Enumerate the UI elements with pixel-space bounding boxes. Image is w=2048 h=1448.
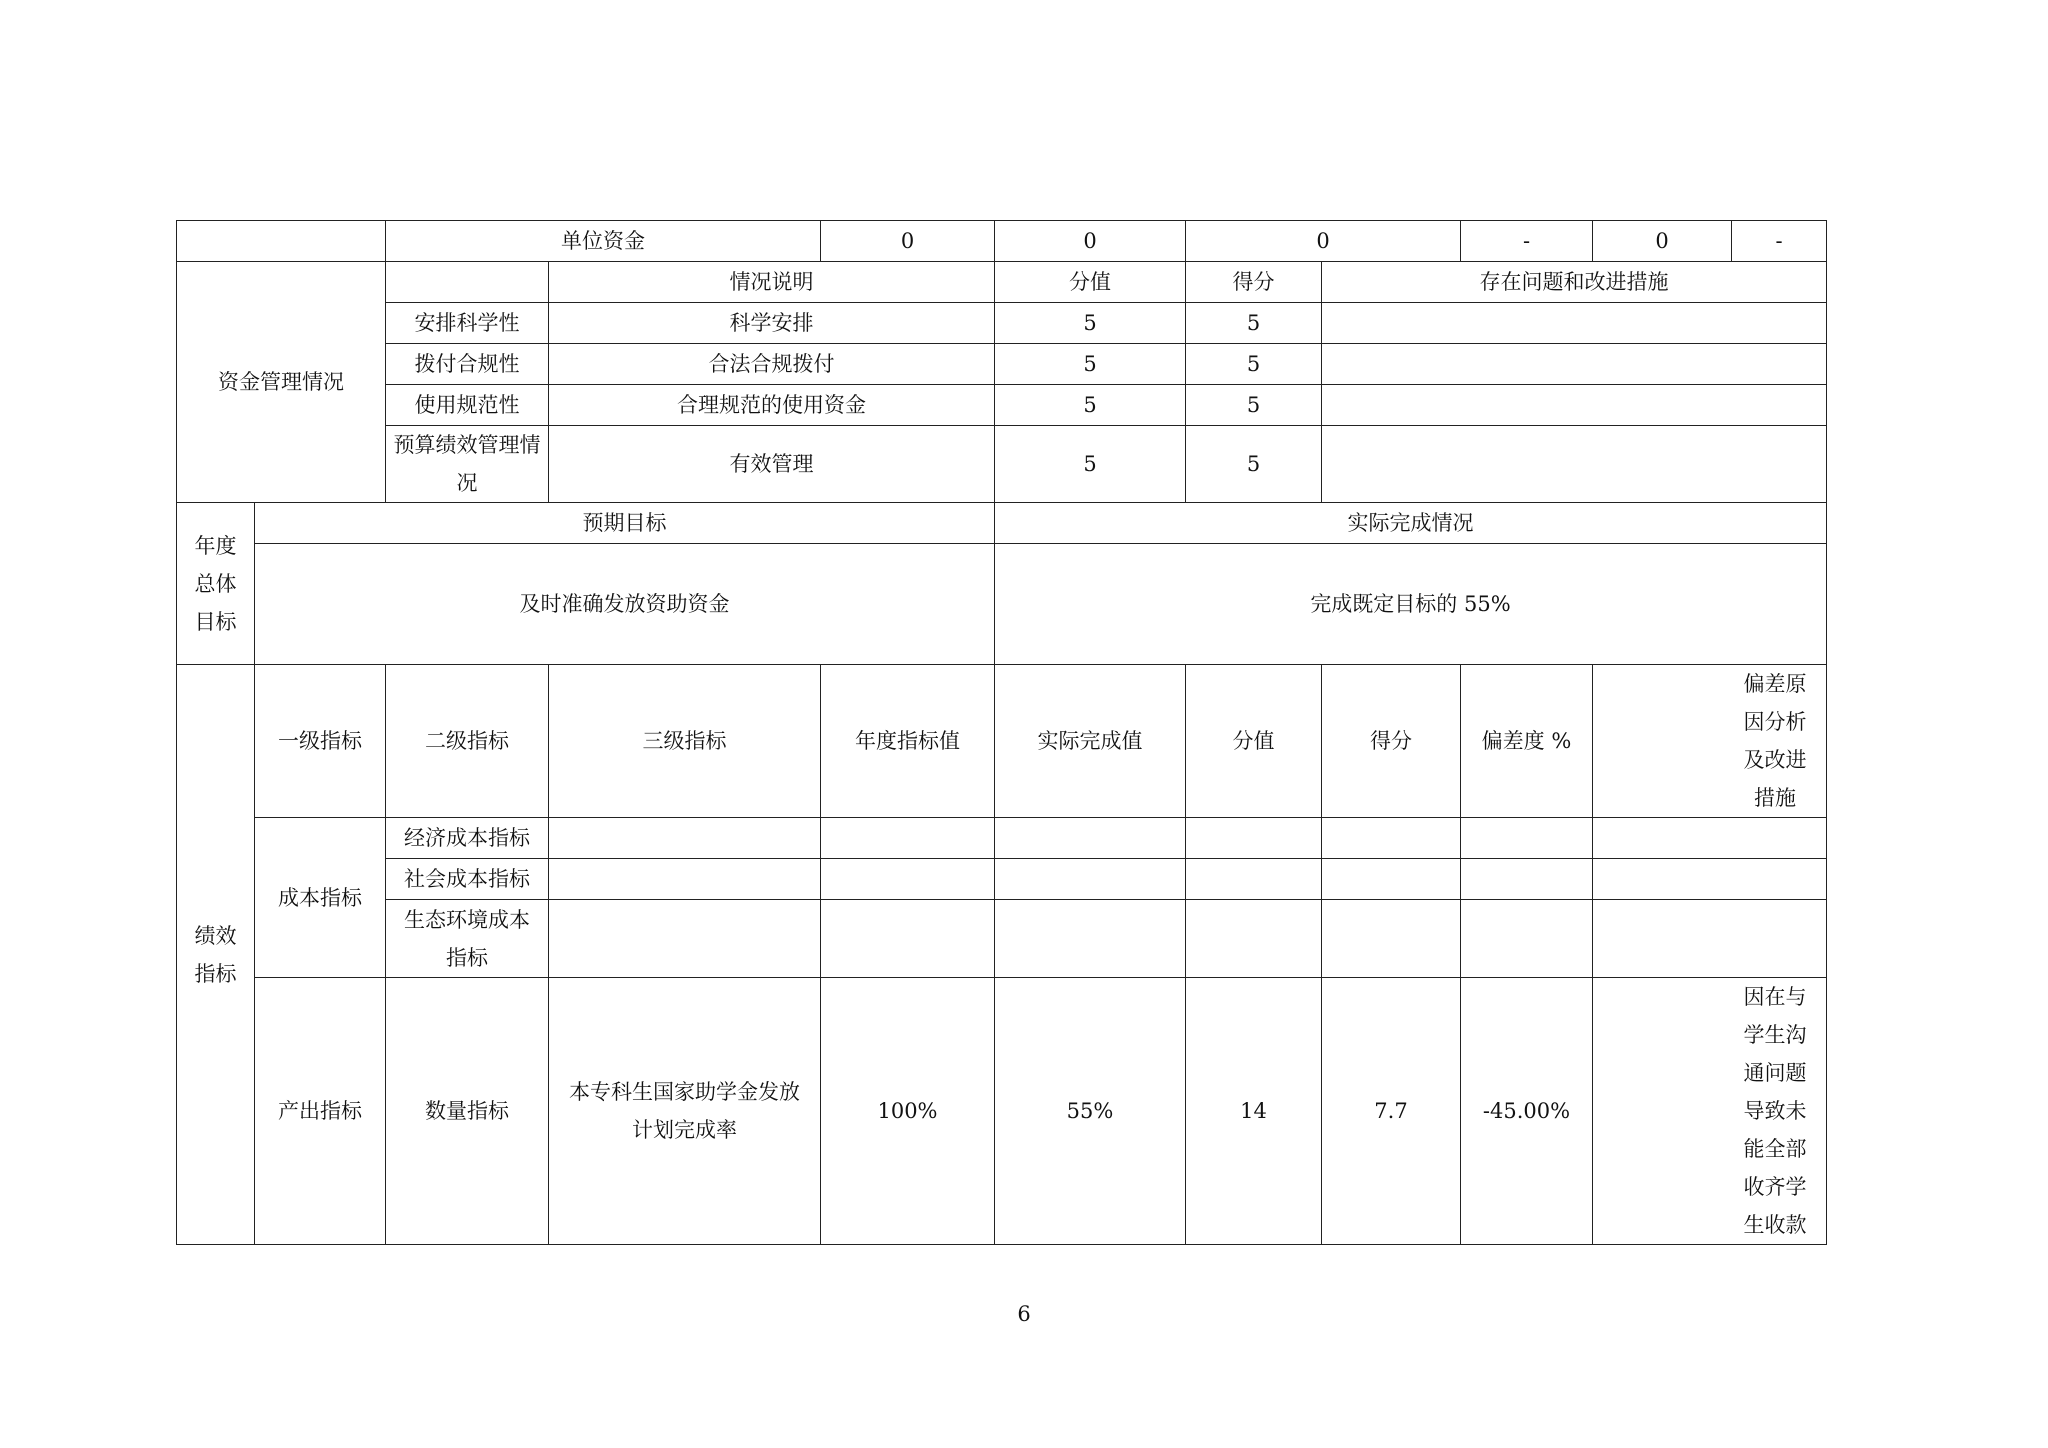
empty-cell: [386, 262, 549, 303]
deviation-header: 偏差度 %: [1461, 665, 1593, 818]
fund-management-header-row: [177, 262, 1827, 303]
fund-management-row: [177, 385, 1827, 426]
cost-item: 社会成本指标: [386, 859, 549, 900]
fund-item: 安排科学性: [386, 303, 549, 344]
empty-cell: [821, 859, 995, 900]
empty-cell: [1593, 859, 1827, 900]
funds-value-4: -: [1461, 221, 1593, 262]
output-level1: 产出指标: [255, 978, 386, 1245]
empty-cell: [1593, 900, 1827, 978]
cost-item: 经济成本指标: [386, 818, 549, 859]
fund-score: 5: [1186, 344, 1322, 385]
output-level3: 本专科生国家助学金发放 计划完成率: [549, 978, 821, 1245]
fund-description: 有效管理: [549, 426, 995, 503]
empty-cell: [1322, 818, 1461, 859]
performance-section-label: 绩效 指标: [177, 665, 255, 1245]
analysis-header: [1593, 665, 1827, 818]
target-header: 年度指标值: [821, 665, 995, 818]
empty-cell: [549, 859, 821, 900]
fund-description: 合法合规拨付: [549, 344, 995, 385]
annual-goal-header-row: [177, 503, 1827, 544]
expected-goal: 及时准确发放资助资金: [255, 544, 995, 665]
funds-value-2: 0: [995, 221, 1186, 262]
fund-score-value: 5: [995, 385, 1186, 426]
fund-item: 拨付合规性: [386, 344, 549, 385]
empty-cell: [1593, 818, 1827, 859]
funds-value-1-text: 0: [900, 229, 915, 253]
cost-indicator-row: [177, 900, 1827, 978]
performance-header-row: [177, 665, 1827, 818]
fund-score-value: 5: [995, 344, 1186, 385]
analysis-header-text: 偏差原 因分析 及改进 措施: [1743, 672, 1807, 810]
fund-score: 5: [1186, 303, 1322, 344]
fund-issues: [1322, 303, 1827, 344]
output-target: 100%: [821, 978, 995, 1245]
fund-management-row: [177, 426, 1827, 503]
cost-item: 生态环境成本 指标: [386, 900, 549, 978]
fund-score-value-header: 分值: [995, 262, 1186, 303]
fund-management-row: [177, 303, 1827, 344]
funds-row: [177, 221, 1827, 262]
output-score: 7.7: [1322, 978, 1461, 1245]
actual-value-header: 实际完成值: [995, 665, 1186, 818]
score-value-header: 分值: [1186, 665, 1322, 818]
cost-indicator-row: [177, 859, 1827, 900]
empty-cell: [1461, 818, 1593, 859]
fund-description: 合理规范的使用资金: [549, 385, 995, 426]
empty-cell: [1322, 859, 1461, 900]
fund-management-row: [177, 344, 1827, 385]
empty-cell: [1322, 900, 1461, 978]
empty-cell: [995, 818, 1186, 859]
empty-cell: [1461, 859, 1593, 900]
empty-cell: [549, 900, 821, 978]
fund-score: 5: [1186, 426, 1322, 503]
empty-cell: [177, 221, 386, 262]
funds-label: 单位资金: [386, 221, 821, 262]
output-indicator-row: [177, 978, 1827, 1245]
empty-cell: [549, 818, 821, 859]
output-actual: 55%: [995, 978, 1186, 1245]
empty-cell: [821, 818, 995, 859]
score-header: 得分: [1322, 665, 1461, 818]
fund-score: 5: [1186, 385, 1322, 426]
level2-header: 二级指标: [386, 665, 549, 818]
fund-item: 使用规范性: [386, 385, 549, 426]
output-analysis: [1593, 978, 1827, 1245]
level1-header: 一级指标: [255, 665, 386, 818]
expected-goal-header: 预期目标: [255, 503, 995, 544]
output-deviation: -45.00%: [1461, 978, 1593, 1245]
funds-value-5: 0: [1593, 221, 1732, 262]
empty-cell: [821, 900, 995, 978]
output-analysis-text: 因在与 学生沟 通问题 导致未 能全部 收齐学 生收款: [1743, 985, 1807, 1237]
empty-cell: [995, 859, 1186, 900]
empty-cell: [1186, 818, 1322, 859]
fund-score-value: 5: [995, 303, 1186, 344]
fund-issues: [1322, 426, 1827, 503]
fund-management-section-label: 资金管理情况: [177, 262, 386, 503]
fund-score-header: 得分: [1186, 262, 1322, 303]
fund-item: 预算绩效管理情况: [386, 426, 549, 503]
fund-issues: [1322, 385, 1827, 426]
fund-issues-header: 存在问题和改进措施: [1322, 262, 1827, 303]
empty-cell: [1461, 900, 1593, 978]
level3-header: 三级指标: [549, 665, 821, 818]
output-level2: 数量指标: [386, 978, 549, 1245]
empty-cell: [1186, 900, 1322, 978]
fund-description-header: 情况说明: [549, 262, 995, 303]
fund-issues: [1322, 344, 1827, 385]
funds-value-1: [821, 221, 995, 262]
annual-goal-row: [177, 544, 1827, 665]
actual-completion: 完成既定目标的 55%: [995, 544, 1827, 665]
fund-description: 科学安排: [549, 303, 995, 344]
fund-score-value: 5: [995, 426, 1186, 503]
annual-goal-section-label: 年度 总体 目标: [177, 503, 255, 665]
output-score-value: 14: [1186, 978, 1322, 1245]
funds-value-3: 0: [1186, 221, 1461, 262]
page-number: 6: [1017, 1302, 1031, 1326]
cost-indicator-row: [177, 818, 1827, 859]
performance-evaluation-table: [176, 220, 1827, 1245]
empty-cell: [995, 900, 1186, 978]
funds-value-6: -: [1732, 221, 1827, 262]
actual-completion-header: 实际完成情况: [995, 503, 1827, 544]
empty-cell: [1186, 859, 1322, 900]
cost-level1: 成本指标: [255, 818, 386, 978]
